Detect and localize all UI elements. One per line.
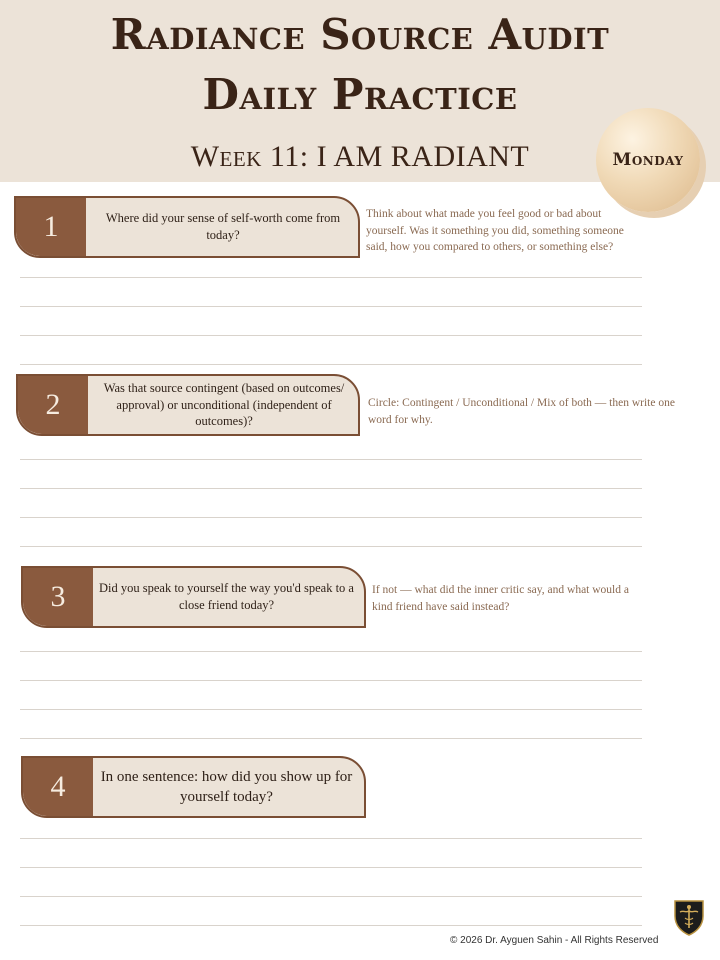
answer-line [20, 306, 642, 307]
answer-line [20, 277, 642, 278]
question-box-2 [16, 374, 360, 436]
page-title-line1: Radiance Source Audit [110, 10, 610, 59]
answer-line [20, 335, 642, 336]
day-label: Monday [612, 150, 684, 170]
week-subtitle: Week 11: I AM RADIANT [190, 140, 530, 173]
page-title-line2: Daily Practice [202, 70, 518, 119]
shield-crest-icon [672, 898, 706, 936]
day-badge [596, 108, 700, 212]
answer-line [20, 680, 642, 681]
answer-line [20, 896, 642, 897]
answer-line [20, 925, 642, 926]
question-box-1 [14, 196, 360, 258]
copyright-footer: © 2026 Dr. Ayguen Sahin - All Rights Reserved [450, 935, 659, 946]
question-hint-2: Circle: Contingent / Unconditional / Mix of both — then write one word for why. [368, 397, 675, 426]
question-number-3: 3 [23, 568, 93, 626]
answer-line [20, 867, 642, 868]
question-number-4: 4 [23, 758, 93, 816]
answer-line [20, 738, 642, 739]
question-hint-3: If not — what did the inner critic say, and what would a kind friend have said instead? [372, 584, 629, 613]
answer-line [20, 488, 642, 489]
question-box-4 [21, 756, 366, 818]
question-number-2: 2 [18, 376, 88, 434]
answer-line [20, 459, 642, 460]
answer-line [20, 364, 642, 365]
answer-line [20, 517, 642, 518]
question-text-3: Did you speak to yourself the way you'd speak to a close friend today? [99, 581, 354, 612]
question-text-4: In one sentence: how did you show up for yourself today? [100, 768, 353, 805]
question-text-1: Where did your sense of self-worth come from today? [105, 211, 341, 242]
answer-line [20, 546, 642, 547]
question-hint-1: Think about what made you feel good or bad about yourself. Was it something you did, something someone said, how you compared to others, or something else? [366, 208, 624, 254]
question-box-3 [21, 566, 366, 628]
answer-line [20, 709, 642, 710]
answer-line [20, 838, 642, 839]
question-number-1: 1 [16, 198, 86, 256]
answer-line [20, 651, 642, 652]
question-text-2: Was that source contingent (based on outcomes/ approval) or unconditional (independent of outcomes)? [103, 380, 345, 429]
